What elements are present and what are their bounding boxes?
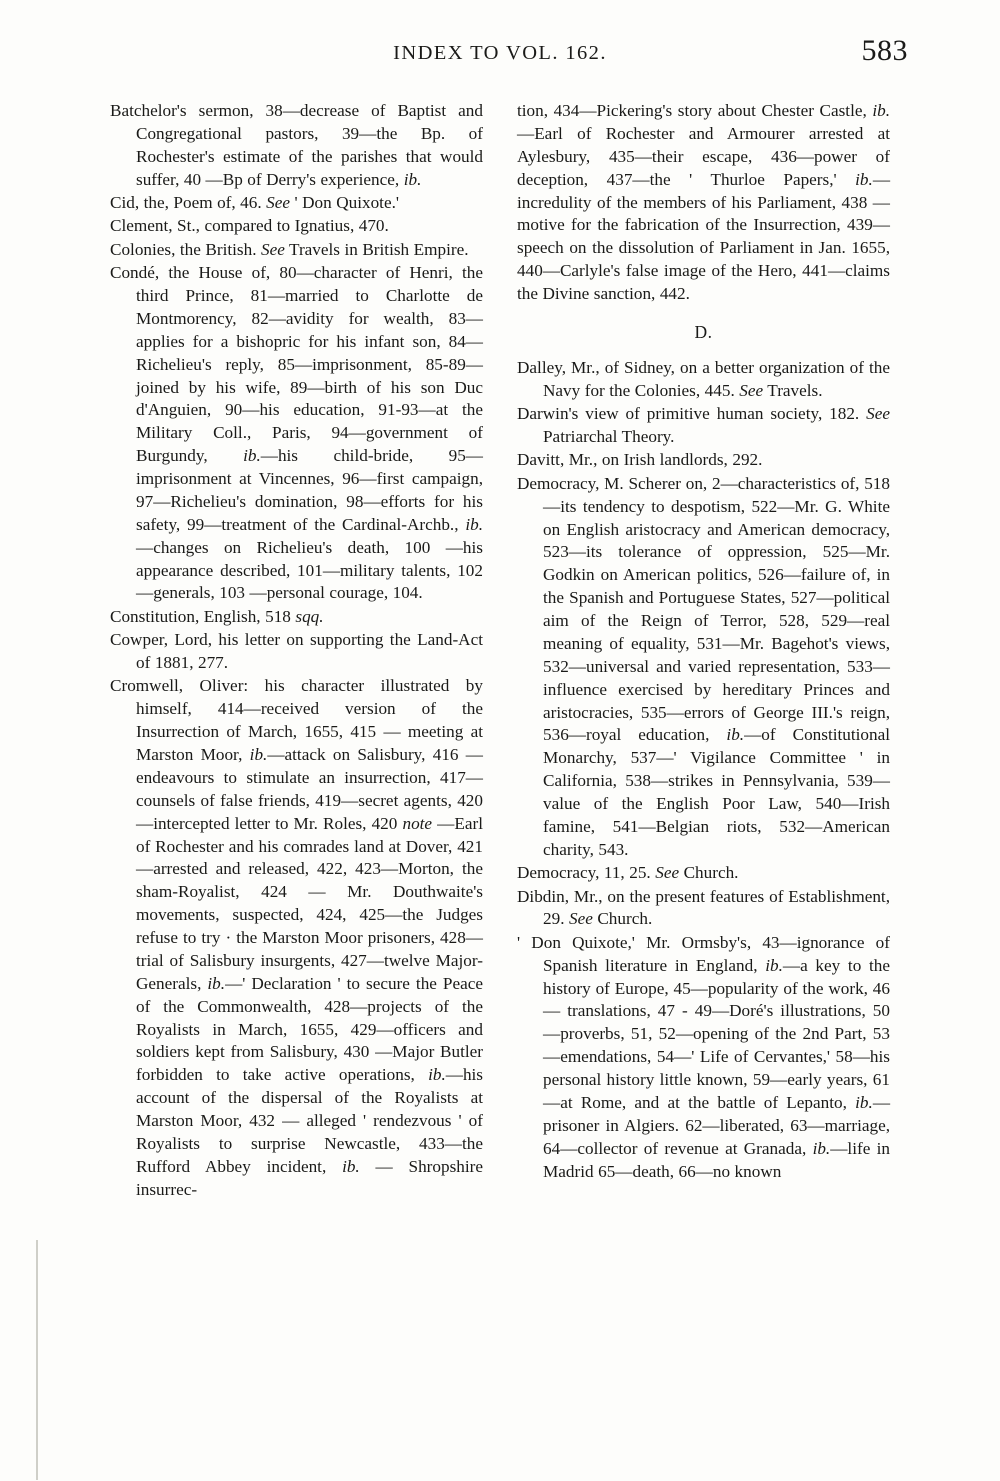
index-entry: ' Don Quixote,' Mr. Ormsby's, 43—ignorance of Spanish literature in England, ib.—a key to the history of Europe, 45—popularity of the work, 46 — translations, 47 - 49—Doré's illustrations, 50—proverbs, 51, 52—opening of the 2nd Part, 53 —emendations, 54—' Life of Cervantes,' 58—his personal history little known, 59—early years, 61—at Rome, and at the battle of Lepanto, ib.—prisoner in Algiers. 62—liberated, 63—marriage, 64—collector of revenue at Granada, ib.—life in Madrid 65—death, 66—no known [517,932,890,1181]
index-entry: Clement, St., compared to Ignatius, 470. [110,216,389,236]
page-number: 583 [861,34,908,67]
index-entry: Democracy, 11, 25. See Church. [517,863,739,883]
index-entry: Dalley, Mr., of Sidney, on a better organization of the Navy for the Colonies, 445. See Travels. [517,357,890,400]
scan-edge-artifact [36,1240,38,1480]
index-entry: Colonies, the British. See Travels in British Empire. [110,239,469,259]
page-header [110,34,908,78]
index-entry: Condé, the House of, 80—character of Henri, the third Prince, 81—married to Charlotte de Montmorency, 82—avidity for wealth, 83—applies for a bishopric for his infant son, 84—Richelieu's reply, 85—imprisonment, 85-89—joined by his wife, 89—birth of his son Duc d'Anguien, 90—his education, 91-93—at the Military Coll., Paris, 94—government of Burgundy, ib.—his child-bride, 95—imprisonment at Vincennes, 96—first campaign, 97—Richelieu's domination, 98—efforts for his safety, 99—treatment of the Cardinal-Archb., ib. —changes on Richelieu's death, 100 —his appearance described, 101—military talents, 102—generals, 103 —personal courage, 104. [110,263,483,603]
index-entry: Democracy, M. Scherer on, 2—characteristics of, 518—its tendency to despotism, 522—Mr. G. White on English aristocracy and American democracy, 523—its tolerance of oppression, 525—Mr. Godkin on American politics, 526—failure of, in the Spanish and Portuguese States, 527—political aim of the Reign of Terror, 528, 529—real meaning of equality, 531—Mr. Bagehot's views, 532—universal and varied representation, 533—influence exercised by hereditary Princes and aristocracies, 535—errors of George III.'s reign, 536—royal education, ib.—of Constitutional Monarchy, 537—' Vigilance Committee ' in California, 538—strikes in Pennsylvania, 539—value of the English Poor Law, 540—Irish famine, 541—Belgian riots, 532—American charity, 543. [517,473,891,859]
index-entry: Davitt, Mr., on Irish landlords, 292. [517,450,763,470]
index-entry: Darwin's view of primitive human society, 182. See Patriarchal Theory. [517,404,890,446]
index-columns [110,100,890,1202]
index-entry: Cromwell, Oliver: his character illustrated by himself, 414—received version of the Insurrection of March, 1655, 415 — meeting at Marston Moor, ib.—attack on Salisbury, 416 —endeavours to stimulate an insurrection, 417—counsels of false friends, 419—secret agents, 420—intercepted letter to Mr. Roles, 420 note —Earl of Rochester and his comrades land at Dover, 421—arrested and released, 422, 423—Morton, the sham-Royalist, 424 — Mr. Douthwaite's movements, suspected, 424, 425—the Judges refuse to try · the Marston Moor prisoners, 428—trial of Salisbury insurgents, 427—twelve Major-Generals, ib.—' Declaration ' to secure the Peace of the Commonwealth, 428—projects of the Royalists in March, 1655, 429—officers and soldiers kept from Salisbury, 430 —Major Butler forbidden to take active operations, ib.—his account of the dispersal of the Royalists at Marston Moor, 432 — alleged ' rendezvous ' of Royalists to surprise Newcastle, 433—the Rufford Abbey incident, ib. — Shropshire insurrec- [110,676,484,1199]
index-entry: Constitution, English, 518 sqq. [110,606,324,626]
section-letter-heading: D. [694,321,713,342]
page-title: INDEX TO VOL. 162. [393,42,607,64]
left-column [110,100,483,1202]
index-entry: Dibdin, Mr., on the present features of Establishment, 29. See Church. [517,886,890,929]
index-entry: Cowper, Lord, his letter on supporting the Land-Act of 1881, 277. [110,630,483,672]
right-column [517,100,890,1202]
index-entry-continuation: tion, 434—Pickering's story about Chester Castle, ib.—Earl of Rochester and Armourer arrested at Aylesbury, 435—their escape, 436—power of deception, 437—the ' Thurloe Papers,' ib.—incredulity of the members of his Parliament, 438 — motive for the fabrication of the Insurrection, 439—speech on the dissolution of Parliament in Jan. 1655, 440—Carlyle's false image of the Hero, 441—claims the Divine sanction, 442. [517,101,890,303]
index-entry: Cid, the, Poem of, 46. See ' Don Quixote.' [110,193,399,212]
index-entry: Batchelor's sermon, 38—decrease of Baptist and Congregational pastors, 39—the Bp. of Rochester's estimate of the parishes that would suffer, 40 —Bp of Derry's experience, ib. [110,101,483,189]
